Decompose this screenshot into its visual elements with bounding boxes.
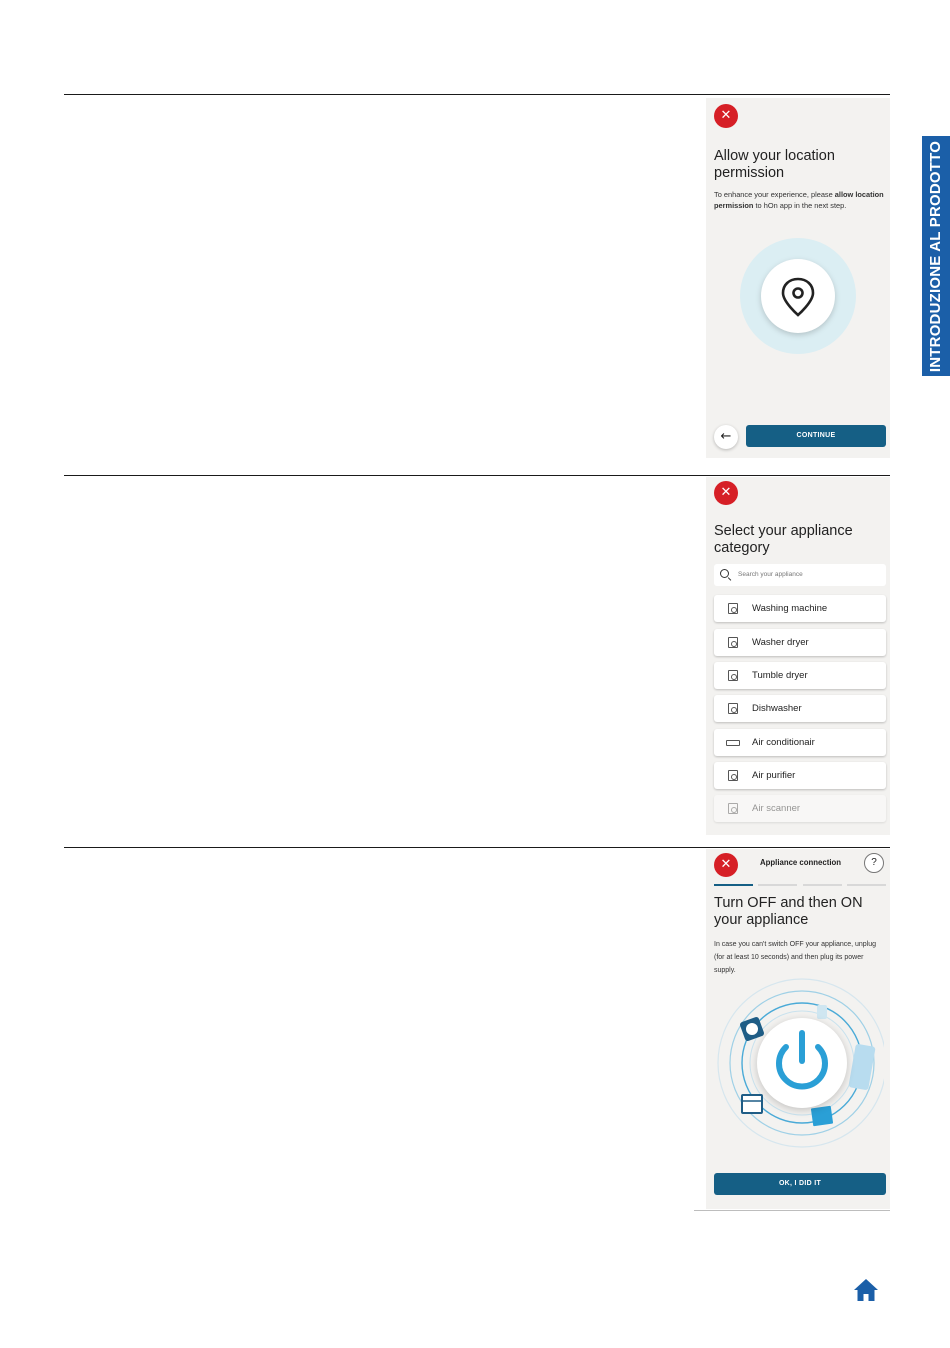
connection-description: In case you can't switch OFF your appliance, unplug (for at least 10 seconds) and then plug its power supply. bbox=[714, 941, 877, 974]
close-icon[interactable]: ✕ bbox=[714, 104, 738, 128]
list-item-washing-machine[interactable]: Washing machine bbox=[714, 595, 886, 622]
search-placeholder: Search your appliance bbox=[738, 571, 803, 578]
back-button[interactable] bbox=[714, 425, 738, 449]
screenshot-appliance-connection bbox=[706, 849, 890, 1209]
search-input[interactable] bbox=[714, 564, 886, 586]
section-rule-2 bbox=[64, 475, 890, 476]
progress-step-3 bbox=[803, 884, 842, 886]
dishwasher-icon bbox=[728, 703, 738, 714]
section-rule-3 bbox=[64, 847, 890, 848]
washing-machine-icon bbox=[728, 603, 738, 614]
close-icon[interactable]: ✕ bbox=[714, 481, 738, 505]
screenshot-location-permission bbox=[706, 98, 890, 458]
category-title: Select your appliance category bbox=[714, 523, 853, 556]
section-side-tab bbox=[922, 136, 950, 376]
location-title: Allow your location permission bbox=[714, 148, 835, 181]
connection-header: Appliance connection bbox=[760, 858, 842, 867]
list-item-dishwasher[interactable]: Dishwasher bbox=[714, 695, 886, 722]
search-icon bbox=[720, 569, 729, 578]
progress-step-1 bbox=[714, 884, 753, 886]
help-button[interactable] bbox=[864, 853, 884, 873]
air-conditioner-icon bbox=[726, 740, 740, 746]
list-item-air-purifier[interactable]: Air purifier bbox=[714, 762, 886, 789]
list-item-tumble-dryer[interactable]: Tumble dryer bbox=[714, 662, 886, 689]
location-illustration bbox=[736, 236, 860, 360]
connection-title: Turn OFF and then ON your appliance bbox=[714, 895, 863, 928]
section-rule-1 bbox=[64, 94, 890, 95]
ok-i-did-it-button[interactable]: OK, I DID IT bbox=[714, 1173, 886, 1195]
screenshot-appliance-category bbox=[706, 477, 890, 835]
progress-step-4 bbox=[847, 884, 886, 886]
progress-step-2 bbox=[758, 884, 797, 886]
list-item-air-scanner[interactable]: Air scanner bbox=[714, 795, 886, 822]
air-scanner-icon bbox=[728, 803, 738, 814]
close-icon[interactable]: ✕ bbox=[714, 853, 738, 877]
power-illustration bbox=[712, 977, 884, 1149]
home-icon[interactable] bbox=[852, 1277, 880, 1303]
washer-dryer-icon bbox=[728, 637, 738, 648]
help-icon: ? bbox=[871, 857, 877, 868]
section-bottom-rule bbox=[694, 1210, 890, 1211]
list-item-air-conditioner[interactable]: Air conditionair bbox=[714, 729, 886, 756]
air-purifier-icon bbox=[728, 770, 738, 781]
arrow-left-icon: ← bbox=[720, 429, 732, 444]
location-description: To enhance your experience, please allow location permission to hOn app in the next step. bbox=[714, 190, 884, 210]
continue-button[interactable]: CONTINUE bbox=[746, 425, 886, 447]
list-item-washer-dryer[interactable]: Washer dryer bbox=[714, 629, 886, 656]
tumble-dryer-icon bbox=[728, 670, 738, 681]
side-tab-label: INTRODUZIONE AL PRODOTTO bbox=[927, 140, 945, 372]
